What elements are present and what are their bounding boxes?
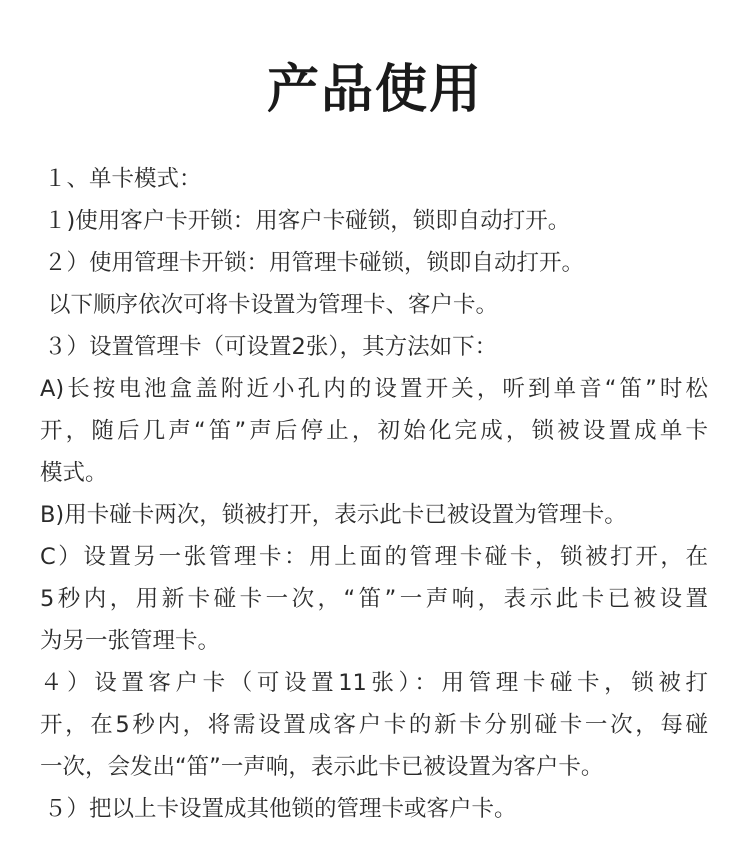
text-line: 为另一张管理卡。: [40, 628, 221, 654]
text-line: C）设置另一张管理卡：用上面的管理卡碰卡，锁被打开，在: [40, 544, 708, 570]
page-title: 产品使用: [266, 60, 483, 120]
text-line: 开，随后几声“笛”声后停止，初始化完成，锁被设置成单卡: [40, 418, 708, 444]
text-line: ４）设置客户卡（可设置11张）：用管理卡碰卡，锁被打: [40, 670, 708, 696]
text-line: ２）使用管理卡开锁：用管理卡碰锁，锁即自动打开。: [44, 250, 585, 276]
text-line: B)用卡碰卡两次，锁被打开，表示此卡已被设置为管理卡。: [40, 502, 627, 528]
text-line: ５）把以上卡设置成其他锁的管理卡或客户卡。: [44, 796, 517, 822]
text-line: ３）设置管理卡（可设置2张），其方法如下：: [44, 334, 498, 360]
text-line: 模式。: [40, 460, 108, 486]
instructions: [40, 158, 708, 830]
text-line: 5秒内，用新卡碰卡一次，“笛”一声响，表示此卡已被设置: [40, 586, 708, 612]
text-line: １、单卡模式：: [44, 166, 202, 192]
text-line: 一次，会发出“笛”一声响，表示此卡已被设置为客户卡。: [40, 754, 604, 780]
text-line: １)使用客户卡开锁：用客户卡碰锁，锁即自动打开。: [44, 208, 571, 234]
text-line: A)长按电池盒盖附近小孔内的设置开关，听到单音“笛”时松: [40, 376, 708, 402]
text-line: 开，在5秒内，将需设置成客户卡的新卡分别碰卡一次，每碰: [40, 712, 708, 738]
text-line: 以下顺序依次可将卡设置为管理卡、客户卡。: [48, 292, 499, 318]
